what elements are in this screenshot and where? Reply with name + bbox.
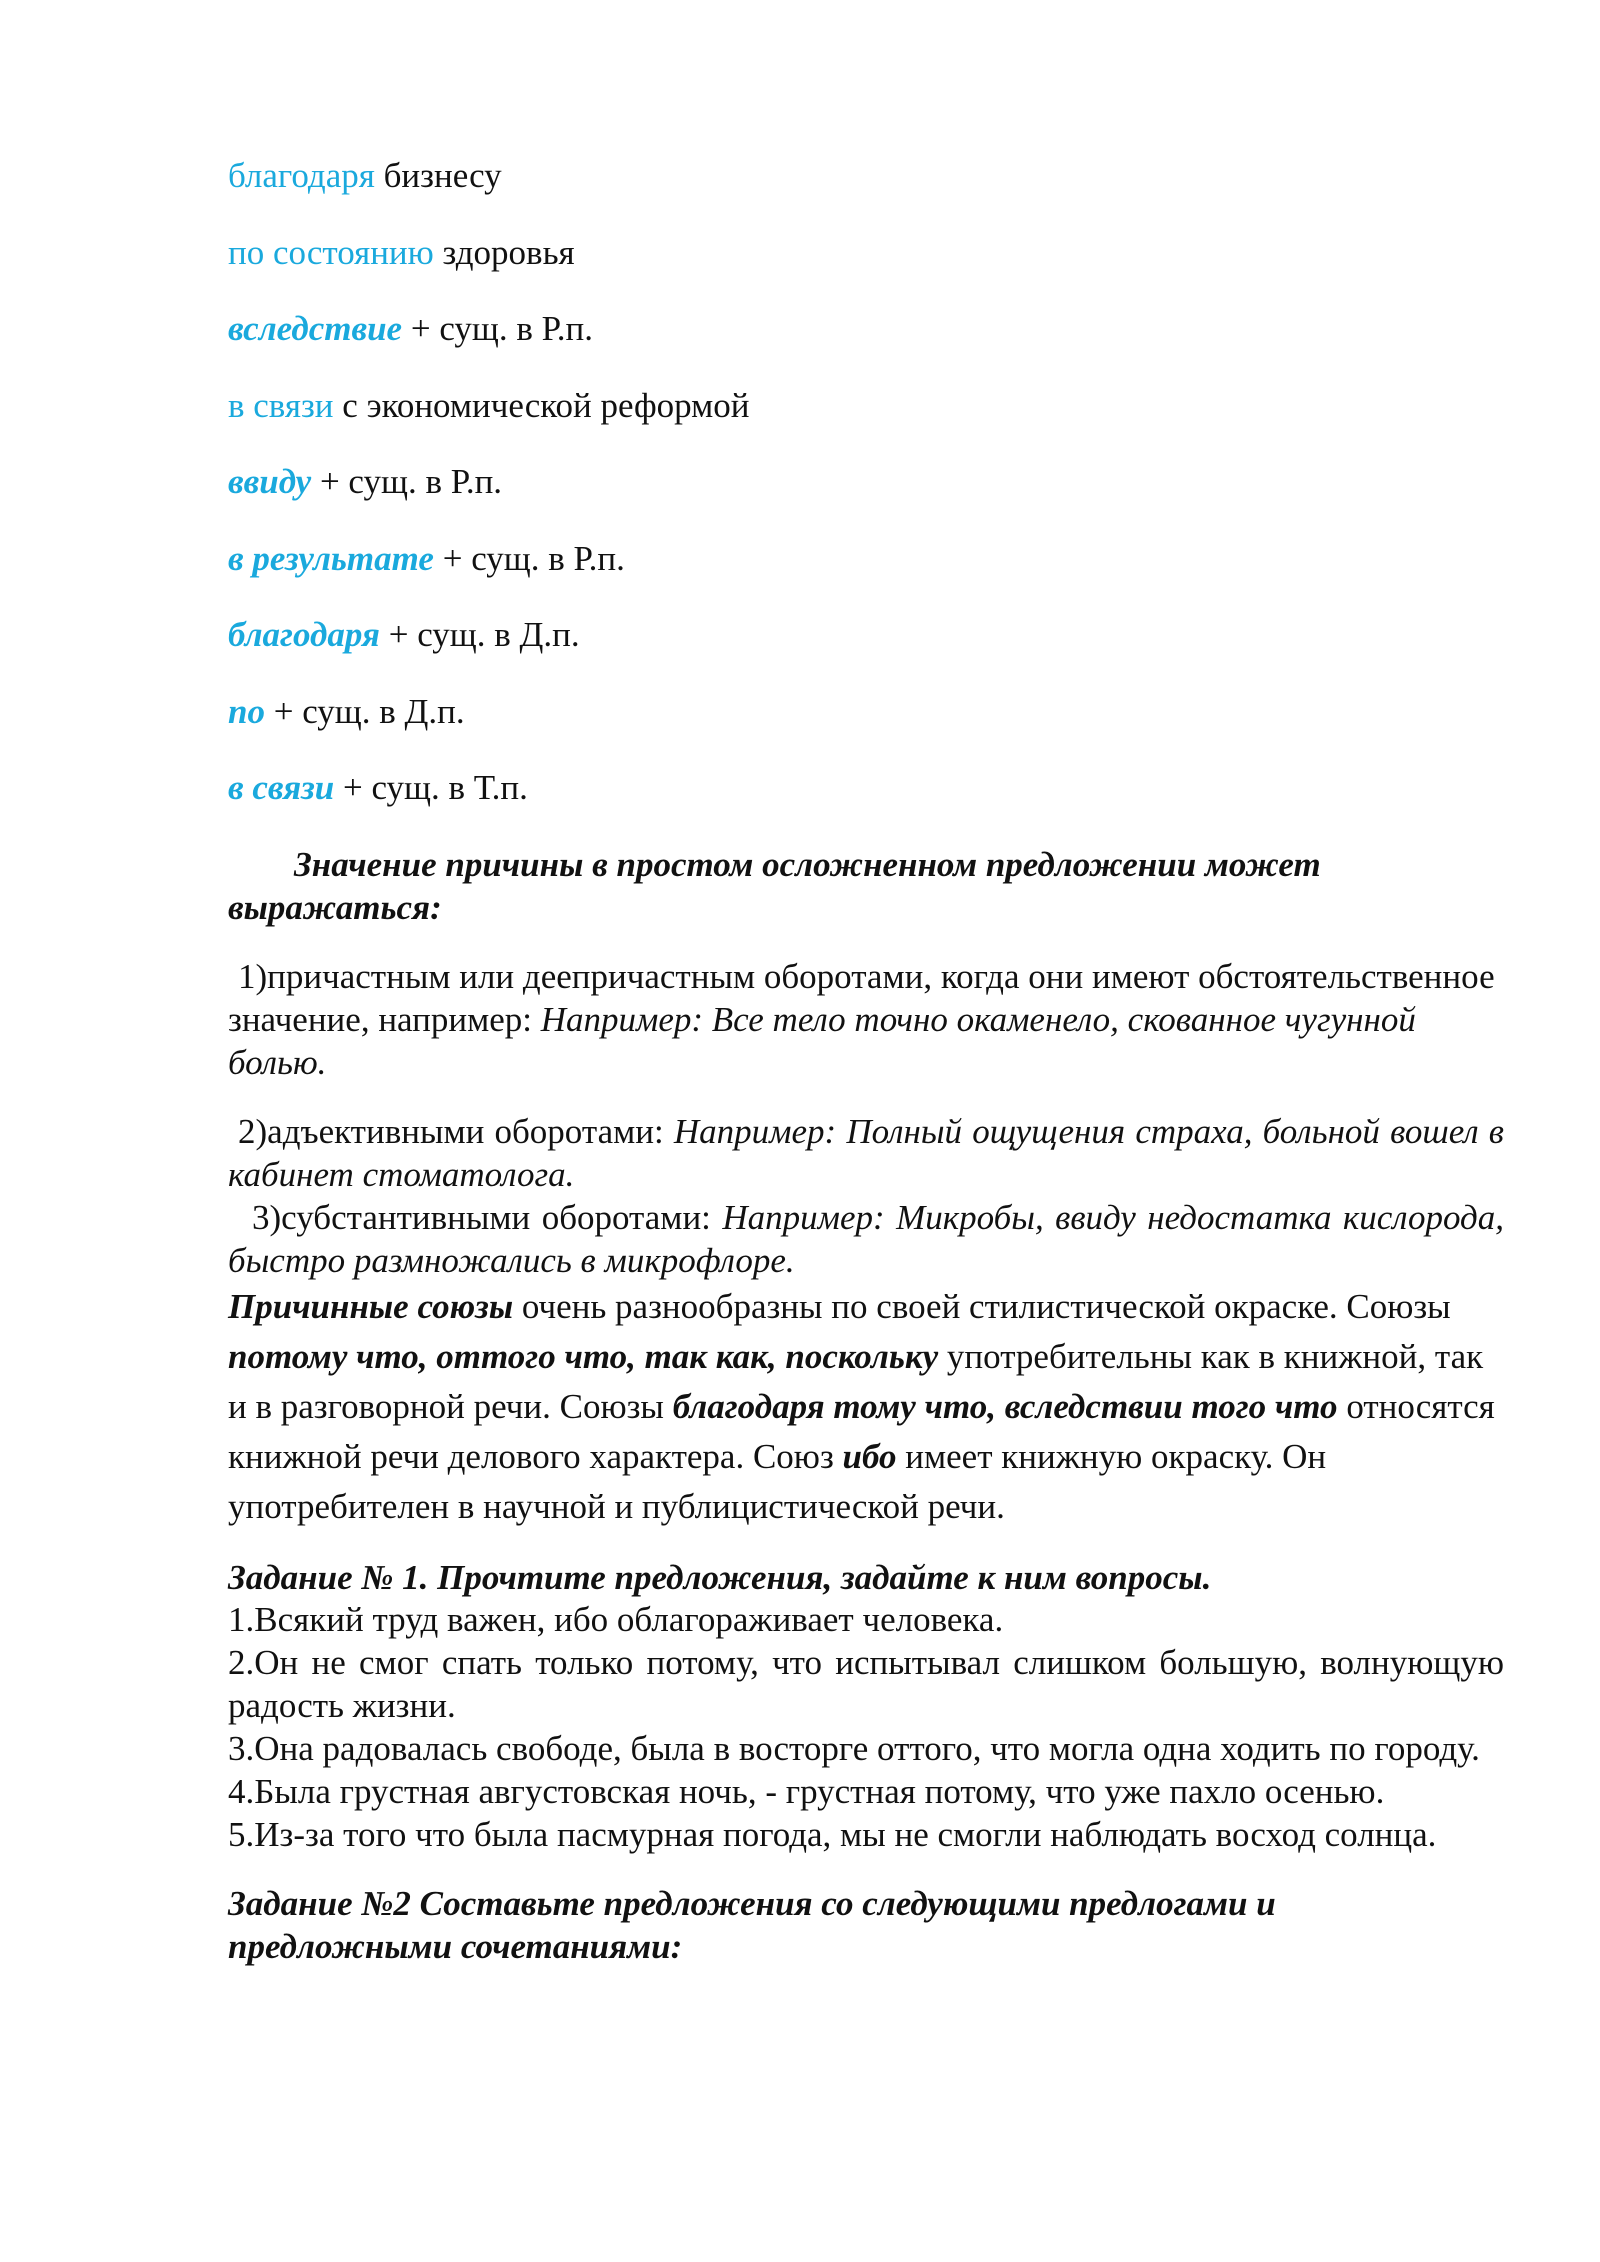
conj-term: ибо [842, 1436, 897, 1476]
prep-accent: вследствие [228, 309, 403, 348]
prep-line-9 [228, 762, 1504, 839]
item-1-text: 1)причастным или деепричастным оборотами, когда они имеют обстоятельственное значение, например: [228, 956, 1495, 1039]
prep-line-5 [228, 456, 1504, 533]
task-1 [228, 1558, 1504, 1856]
prep-rest: + сущ. в Д.п. [264, 691, 465, 731]
prep-accent: в связи [228, 385, 334, 425]
meaning-heading: Значение причины в простом осложненном предложении может выражаться: [228, 844, 1321, 927]
item-1-example: Например: Все тело точно окаменело, скованное чугунной болью. [228, 999, 1416, 1082]
task-1-sentence: 2.Он не смог спать только потому, что испытывал слишком большую, волнующую радость жизни. [228, 1642, 1504, 1725]
prep-rest: с экономической реформой [333, 385, 750, 425]
conj-term: потому что, оттого что, так как, поскольку [228, 1336, 939, 1376]
item-1 [228, 955, 1504, 1084]
item-2-text: 2)адъективными оборотами: [238, 1111, 674, 1151]
conj-text: употребительны как в книжной, так и в разговорной речи. Союзы [228, 1336, 1484, 1426]
prep-accent: по состоянию [228, 232, 434, 272]
task-1-sentence: 3.Она радовалась свободе, была в восторге оттого, что могла одна ходить по городу. [228, 1728, 1480, 1768]
conj-text: очень разнообразны по своей стилистической окраске. Союзы [513, 1286, 1451, 1326]
task-1-sentence: 1.Всякий труд важен, ибо облагораживает человека. [228, 1599, 1004, 1639]
prep-line-2 [228, 227, 1504, 304]
task-1-heading: Задание № 1. Прочтите предложения, задайте к ним вопросы. [228, 1557, 1212, 1597]
prep-accent: в результате [228, 538, 434, 578]
prep-line-4 [228, 380, 1504, 457]
task-1-sentence: 5.Из-за того что была пасмурная погода, мы не смогли наблюдать восход солнца. [228, 1814, 1437, 1854]
conj-term: благодаря тому что, вследствии того что [672, 1386, 1338, 1426]
prep-line-3 [228, 303, 1504, 380]
prep-rest: + сущ. в Р.п. [402, 309, 593, 348]
task-1-sentence: 4.Была грустная августовская ночь, - грустная потому, что уже пахло осенью. [228, 1771, 1385, 1811]
prep-line-1 [228, 150, 1504, 227]
prep-line-8 [228, 686, 1504, 763]
prep-rest: бизнесу [374, 156, 502, 195]
document-page [228, 150, 1504, 1968]
prep-rest: + сущ. в Р.п. [311, 462, 503, 501]
task-2-heading: Задание №2 Составьте предложения со следующими предлогами и предложными сочетаниями: [228, 1883, 1276, 1966]
prep-accent: по [228, 691, 265, 731]
prep-rest: + сущ. в Т.п. [334, 768, 528, 807]
prep-accent: в связи [228, 768, 335, 807]
prep-accent: ввиду [228, 462, 312, 501]
conj-text: относятся книжной речи делового характера. Союз [228, 1386, 1495, 1476]
prep-rest: + сущ. в Д.п. [379, 615, 580, 654]
item-2-example: Например: Полный ощущения страха, больной вошел в кабинет стоматолога. [228, 1111, 1505, 1194]
prep-accent: благодаря [228, 156, 375, 195]
prep-line-6 [228, 533, 1504, 610]
prep-accent: благодаря [228, 615, 380, 654]
prep-rest: + сущ. в Р.п. [433, 538, 625, 578]
conjunctions-paragraph [228, 1282, 1504, 1532]
item-3-example: Например: Микробы, ввиду недостатка кислорода, быстро размножались в микрофлоре. [228, 1197, 1504, 1280]
prep-rest: здоровья [433, 232, 575, 272]
item-3 [228, 1196, 1504, 1282]
conj-term: Причинные союзы [228, 1286, 514, 1326]
preposition-list [228, 150, 1504, 839]
item-3-text: 3)субстантивными оборотами: [252, 1197, 723, 1237]
item-2 [228, 1110, 1504, 1196]
prep-line-7 [228, 609, 1504, 686]
conj-text: имеет книжную окраску. Он употребителен в научной и публицистической речи. [228, 1436, 1327, 1526]
